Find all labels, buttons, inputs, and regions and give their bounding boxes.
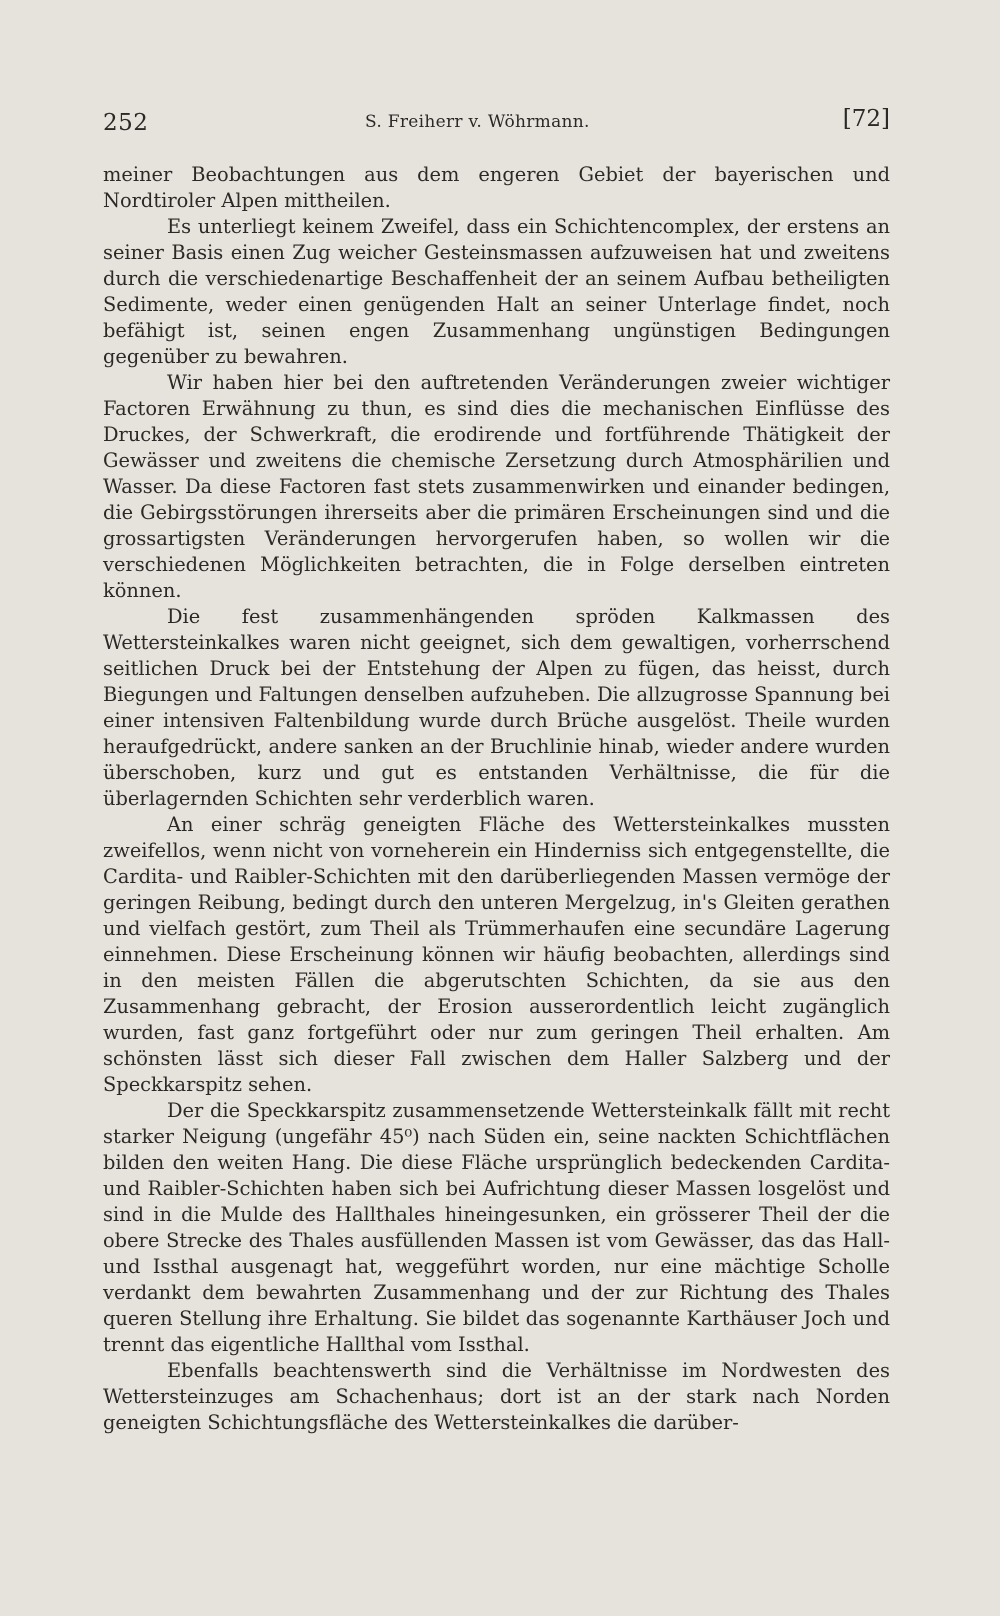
- paragraph-2: Es unterliegt keinem Zweifel, dass ein Schichtencomplex, der erstens an seiner Basis einen Zug weicher Gesteinsmassen aufzuweisen hat und zweitens durch die verschiedenartige Beschaffenheit der an seinem Aufbau betheiligten Sedimente, weder einen genügenden Halt an seiner Unterlage findet, noch befähigt ist, seinen engen Zusammenhang ungünstigen Bedingungen gegenüber zu bewahren.: [103, 215, 890, 368]
- paragraph-1: meiner Beobachtungen aus dem engeren Gebiet der bayerischen und Nordtiroler Alpen mittheilen.: [103, 163, 890, 212]
- paragraph-5: An einer schräg geneigten Fläche des Wettersteinkalkes mussten zweifellos, wenn nicht von vorneherein ein Hinderniss sich entgegenstellte, die Cardita- und Raibler-Schichten mit den darüberliegenden Massen vermöge der geringen Reibung, bedingt durch den unteren Mergelzug, in's Gleiten gerathen und vielfach gestört, zum Theil als Trümmerhaufen eine secundäre Lagerung einnehmen. Diese Erscheinung können wir häufig beobachten, allerdings sind in den meisten Fällen die abgerutschten Schichten, da sie aus den Zusammenhang gebracht, der Erosion ausserordentlich leicht zugänglich wurden, fast ganz fortgeführt oder nur zum geringen Theil erhalten. Am schönsten lässt sich dieser Fall zwischen dem Haller Salzberg und der Speckkarspitz sehen.: [103, 813, 890, 1096]
- page-number: 252: [103, 110, 149, 136]
- running-head: S. Freiherr v. Wöhrmann.: [365, 112, 590, 132]
- paragraph-4: Die fest zusammenhängenden spröden Kalkmassen des Wettersteinkalkes waren nicht geeignet, sich dem gewaltigen, vorherrschend seitlichen Druck bei der Entstehung der Alpen zu fügen, das heisst, durch Biegungen und Faltungen denselben aufzuheben. Die allzugrosse Spannung bei einer intensiven Faltenbildung wurde durch Brüche ausgelöst. Theile wurden heraufgedrückt, andere sanken an der Bruchlinie hinab, wieder andere wurden überschoben, kurz und gut es entstanden Verhältnisse, die für die überlagernden Schichten sehr verderblich waren.: [103, 605, 890, 810]
- body-text: [103, 162, 890, 1436]
- section-marker: [72]: [842, 106, 890, 132]
- paragraph-6: Der die Speckkarspitz zusammensetzende Wettersteinkalk fällt mit recht starker Neigung (ungefähr 45⁰) nach Süden ein, seine nackten Schichtflächen bilden den weiten Hang. Die diese Fläche ursprünglich bedeckenden Cardita- und Raibler-Schichten haben sich bei Aufrichtung dieser Massen losgelöst und sind in die Mulde des Hallthales hineingesunken, ein grösserer Theil der die obere Strecke des Thales ausfüllenden Massen ist vom Gewässer, das das Hall- und Issthal ausgenagt hat, weggeführt worden, nur eine mächtige Scholle verdankt dem bewahrten Zusammenhang und der zur Richtung des Thales queren Stellung ihre Erhaltung. Sie bildet das sogenannte Karthäuser Joch und trennt das eigentliche Hallthal vom Issthal.: [103, 1099, 890, 1356]
- page-header: [103, 104, 890, 144]
- paragraph-7: Ebenfalls beachtenswerth sind die Verhältnisse im Nordwesten des Wettersteinzuges am Schachenhaus; dort ist an der stark nach Norden geneigten Schichtungsfläche des Wettersteinkalkes die darüber-: [103, 1359, 890, 1434]
- paragraph-3: Wir haben hier bei den auftretenden Veränderungen zweier wichtiger Factoren Erwähnung zu thun, es sind dies die mechanischen Einflüsse des Druckes, der Schwerkraft, die erodirende und fortführende Thätigkeit der Gewässer und zweitens die chemische Zersetzung durch Atmosphärilien und Wasser. Da diese Factoren fast stets zusammenwirken und einander bedingen, die Gebirgsstörungen ihrerseits aber die primären Erscheinungen sind und die grossartigsten Veränderungen hervorgerufen haben, so wollen wir die verschiedenen Möglichkeiten betrachten, die in Folge derselben eintreten können.: [103, 371, 890, 602]
